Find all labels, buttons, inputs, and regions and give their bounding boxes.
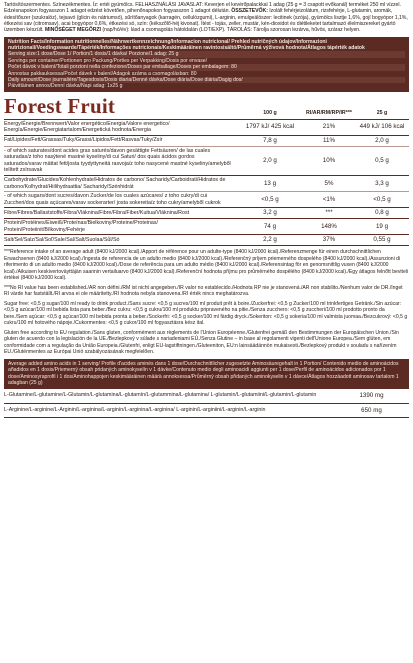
amino-acids-table bbox=[4, 389, 409, 419]
value-per-100g: 13 g bbox=[237, 176, 303, 192]
value-per-serving: 3,3 g bbox=[355, 176, 409, 192]
nutrient-label: - of which saturates/dont acides gras saturés/davon gesättigte Fettsäuren/ de las cuales saturadas/z toho nasýtené mastné kyseliny/di cui Saturi/ dos quais ácidos gordos saturados/varav mättat fett/josta tyydyttyneitä rasvoja/z toho nasycené mastné kyseliny/amelyből telített zsírsavak bbox=[4, 146, 237, 175]
nutrition-row bbox=[4, 192, 409, 208]
footnote-gluten-free: Gluten free according to EU regulation./Sans gluten, conformément aux règlements de l'Union Européenne./Glutenfrei gemäß den Bestimmungen der Europäischen Union./Sin gluten de acuerdo con la legislación de la UE./Bezlepkový v súlade s nariadeniami EÚ./Senza Glutine – in base al regolamenti vigenti dell'Unione Europea./Sem glúten, em conformidade com a regulação da União Europeia./Glutenfri, enligt EU-lagstiftningen./Gluteeniton, EU:n lainsäädännön mukaisesti./Bezlepkový produkt v souladu s nařízením EU./Gluténmentes az Európai Unió szabályozásának megfelelően. bbox=[4, 329, 399, 356]
value-per-serving: 449 kJ/ 106 kcal bbox=[355, 120, 409, 136]
nutrition-table bbox=[4, 120, 409, 247]
amino-acids-header: Average added amino acids in 1 serving/ Profile d'acides aminés dans 1 dose/Durchschnittlicher zugesetzte Aminosäuregehalt in 1 Portion/ Contenido medio de aminoácidos añadidos en 1 dosis/Priemerný obsah pridaných aminokyselín v 1 dávke/Contenuto medio degli aminoacidi aggiunti per 1 dose/Perfil de aminoácidos adicionados por 1 dose/Aminosyraprofil i 1 dos/Aminohappojen keskimääräinen määrä annoksessa/Průměrný obsah přidaných aminokyselin v 1 dávce/Átlagos hozzáadott aminosav tartalom 1 adagban (25 g) bbox=[4, 359, 409, 389]
servings-per-container-2: Počet dávok v balení/Totali porzioni nella confezione/Doses par emballage/Doses per embalagem: 80 bbox=[8, 64, 405, 70]
value-per-100g: 3,2 g bbox=[237, 208, 303, 219]
value-per-100g: 7,8 g bbox=[237, 135, 303, 146]
amino-acid-amount: 1390 mg bbox=[359, 391, 384, 399]
value-per-serving: 0,5 g bbox=[355, 146, 409, 175]
reference-intake-percent: 148% bbox=[303, 219, 355, 235]
footnote-sugar-free: Sugar free: <0,5 g sugar/100 ml ready to drink product./Sans sucre: <0,5 g sucres/100 ml produit prêt à boire./Zuckerfrei: <0,5 g Zucker/100 ml trinkfertiges Getränk./Sin azúcar: <0,5 g azúcar/100 ml bebida lista para beber./Bez cukru: <0,5 g cukru/100 ml produktu pripraveného na pitie./Senza zucchero: <0,5 g zuccheri/100 ml prodotto pronto da bere./Sem açúcar: <0,5 g açúcar/100 ml bebida pronta a beber./Sockerfri: <0,5 g socker/100 ml färdig dryck./Sokeriton: <0,5 g sokeria/100 ml valmista juomaa./Bezcukrový: <0,5 g cukru/100 ml hotového nápoje./Cukormentes: <0,5 g cukor/100 ml fogyasztásra kész ital. bbox=[4, 300, 408, 327]
nutrition-table-header bbox=[4, 92, 409, 120]
nutrition-header-block bbox=[4, 37, 409, 92]
footnote-no-ri: ***No RI value has been established./AR non défini./RM ist nicht angegeben./IR valor no establecido./Hodnota RP nie je stanovená./AR non stabilito./Nenhum valor de DR./Inget RI värde har fastställt./RI arvoa ei ole määritetty./RI hodnota nebyla stanovena./RI érték nincs meghatározva. bbox=[4, 284, 403, 298]
value-per-100g: 2,2 g bbox=[237, 235, 303, 246]
nutrition-row bbox=[4, 219, 409, 235]
servings-per-container-3: Annostas pakkauksessa/Počet dávek v balení/Adagok száma a csomagolásban: 80 bbox=[8, 70, 197, 77]
value-per-100g: 2,0 g bbox=[237, 146, 303, 175]
nutrition-row bbox=[4, 235, 409, 246]
value-per-serving: 2,0 g bbox=[355, 135, 409, 146]
intro-line-1: Tartósítószermentes. Színezékmentes. Íz: ertéi gyümölcs. FELHASZNÁLÁSI JAVASLAT: Keverjen el kevérőpalackkal 1 adag (25 g = 3 csapott evőkanál) terméket 250 ml vízzel. Edzésnapokon fogyasszon 1 adagot edzést követően, pihenőnapokon fogyasszon 1 adagot délután. bbox=[4, 2, 401, 15]
servings-per-container: Servings per container/Portionen pro Packung/Porties per Verpakking/Dosis por envase/ bbox=[8, 57, 208, 64]
serving-size: Serving size:1 dose/Dose 1/ Portion/1 dosis/1 dávka/ Porzione/1 adag: 25 g bbox=[8, 51, 405, 57]
footnotes bbox=[4, 249, 409, 356]
nutrition-row bbox=[4, 176, 409, 192]
nutrition-row bbox=[4, 146, 409, 175]
nutrient-label: - of which sugars/dont sucres/davon Zucker/de los cuales azúcares/ z toho cukry/di cui Zuccheri/dos quais açúcares/varav sockerarter/ josta sokereita/z toho cukry/amelyből cukrok bbox=[4, 192, 237, 208]
column-per-100g: 100 g bbox=[263, 109, 277, 116]
amino-acid-label: L-Arginine/L-arginine/L-Arginin/L-arginina/L-arginín/L-arginina/L-arginina/ L-arginin/L-arginiini/L-arginin/L-arginin bbox=[4, 406, 266, 413]
nutrient-label: Protein/Protéines/Eiweiß/Proteínas/Bielkoviny/Proteine/Proteinas/ Protein/Proteiinit/Bílkoviny/Fehérje bbox=[4, 219, 237, 235]
reference-intake-percent: 21% bbox=[303, 120, 355, 136]
value-per-100g: 1797 kJ/ 425 kcal bbox=[237, 120, 303, 136]
value-per-serving: <0,5 g bbox=[355, 192, 409, 208]
value-per-serving: 19 g bbox=[355, 219, 409, 235]
reference-intake-percent: *** bbox=[303, 208, 355, 219]
amino-acid-amount: 650 mg bbox=[361, 406, 382, 414]
nutrient-label: Energy/Énergie/Brennwert/Valor energético/Energia/Valore energetico/ Energía/Energie/Energiatartalom/Energetická hodnota/Energia bbox=[4, 120, 237, 136]
amino-acid-row bbox=[4, 389, 409, 404]
intro-text bbox=[4, 2, 409, 34]
ingredients-text: Izolált fehérjeizolátum, rizsfehérje, L-glutamin, aromák, édesítőszer (szukralóz), tejsavó (glicin és nátriumsó), sűrítőanyagok (karragén, cellulózgumi), L-arginin, emulgeálószer: lecitinek (szója), gyümölcs lisztje 1,6%, gojí bogyópor 1,1%, étkezési sav (citromsav), acai bogyópor 0,6%, étkezési só, szín: (kékszőlő-héj kivonat). Ítést - tojás, zeller, mustár, kén-dioxidot és diétileketet tartalmazó élelmiszereket gyártó üzemben készült. bbox=[4, 8, 408, 34]
best-before-heading: MINŐSÉGET MEGŐRZI bbox=[44, 27, 101, 34]
reference-intake-percent: 37% bbox=[303, 235, 355, 246]
amino-acid-row bbox=[4, 404, 409, 419]
storage-text: (nap/hó/év): lásd a csomagolás hátoldalán (LOT/EXP). TÁROLÁS: Tárolja szorosan lezárva, hűvös, száraz helyen. bbox=[100, 27, 361, 34]
amino-acid-label: L-Glutamine/L-glutamine/L-Glutamin/L-glutamina/L-glutamín/L-glutammina/L-glutamina/ L-glutamin/L-glutamiini/L-glutamin/L-glutamin bbox=[4, 392, 317, 399]
flavor-title: Forest Fruit bbox=[4, 93, 116, 118]
nutrition-row bbox=[4, 135, 409, 146]
footnote-reference-intake: ***Reference intake of an average adult (8400 kJ/2000 kcal)./Apport de référence pour un adulte-type (8400 kJ/2000 kcal)./Referenzmenge für einen durchschnittlichen Erwachsenen (8400 kJ/2000 kcal)./Ingesta de referencia de un adulto medio (8400 kJ/2000 kcal)./Referenčný príjem priemerného dospelého (8400 kJ/2000 kcal)./Assunzioni di riferimento di un adulto medio (8400 kJ/2000 kcal)./Dose de referência para um adulto médio (8400 kJ/2000 kcal)./Referensintag för en genomsnittlig vuxen (8400 kJ/2000 kcal)./Aikuisen keskivertoväyttäjän saannin vertailuarvo (8400 kJ/2000 kcal)./Referenční hodnota příjmu pro průměrného dospělého (8400 kJ/2000 kcal)./Egy átlagos felnőtt beviteli értékei (8400 kJ/2000 kcal). bbox=[4, 249, 409, 282]
nutrition-row bbox=[4, 208, 409, 219]
nutrition-row bbox=[4, 120, 409, 136]
nutrition-title: Nutrition Facts/Information nutritionnelles/Nährwertkennzeichnung/Informacion nutricional/ Prehled nutričných údajov/Informazioni nutrizionali/Voedingswaarde/Tápérték/Informações nutricionais/Keskimääräinen ravintosisältö/Průměrná výživová hodnota/Átlagos tápérték adatok bbox=[8, 38, 365, 52]
daily-amount: Daily amount/Dose journalière/Tagesdosis/Dosis diaria/Denné dávka/Dose diária/Dose diária/Dagig dos/ bbox=[8, 77, 405, 83]
value-per-100g: 74 g bbox=[237, 219, 303, 235]
reference-intake-percent: 10% bbox=[303, 146, 355, 175]
column-per-serving: 25 g bbox=[376, 109, 388, 116]
daily-amount-2: Päivittäinen annos/Denní dávka/Napi adag: 1x25 g bbox=[8, 83, 123, 90]
value-per-serving: 0,55 g bbox=[355, 235, 409, 246]
reference-intake-percent: 11% bbox=[303, 135, 355, 146]
nutrient-label: Fat/Lipides/Fett/Grassas/Tuky/Grassi/Lipidos/Fett/Rasvas/Tuky/Zsír bbox=[4, 135, 237, 146]
reference-intake-percent: <1% bbox=[303, 192, 355, 208]
reference-intake-percent: 5% bbox=[303, 176, 355, 192]
nutrient-label: Carbohydrate/Glucides/Kohlenhydrate/Hidratos de carbono/ Sacharidy/Carboidrati/Hidratos de carbono/Kolhydrat/Hiilihydraattia/ Sacharidy/Szénhidrát bbox=[4, 176, 237, 192]
column-reference-intake: RI/AR/RM/RP/IR*** bbox=[306, 109, 352, 116]
value-per-serving: 0,8 g bbox=[355, 208, 409, 219]
nutrient-label: Salt/Sel/Salz/Sal/Soľ/Sale/Sal/Salt/Suolaa/Sůl/Só bbox=[4, 235, 237, 246]
value-per-100g: <0,5 g bbox=[237, 192, 303, 208]
ingredients-heading: ÖSSZETEVŐK: bbox=[231, 8, 268, 15]
nutrient-label: Fibre/Fibres/Ballaststoffe/Fibra/Vláknina/Fibre/Fibra/Fiber/Kuitua/Vláknina/Rost bbox=[4, 208, 237, 219]
